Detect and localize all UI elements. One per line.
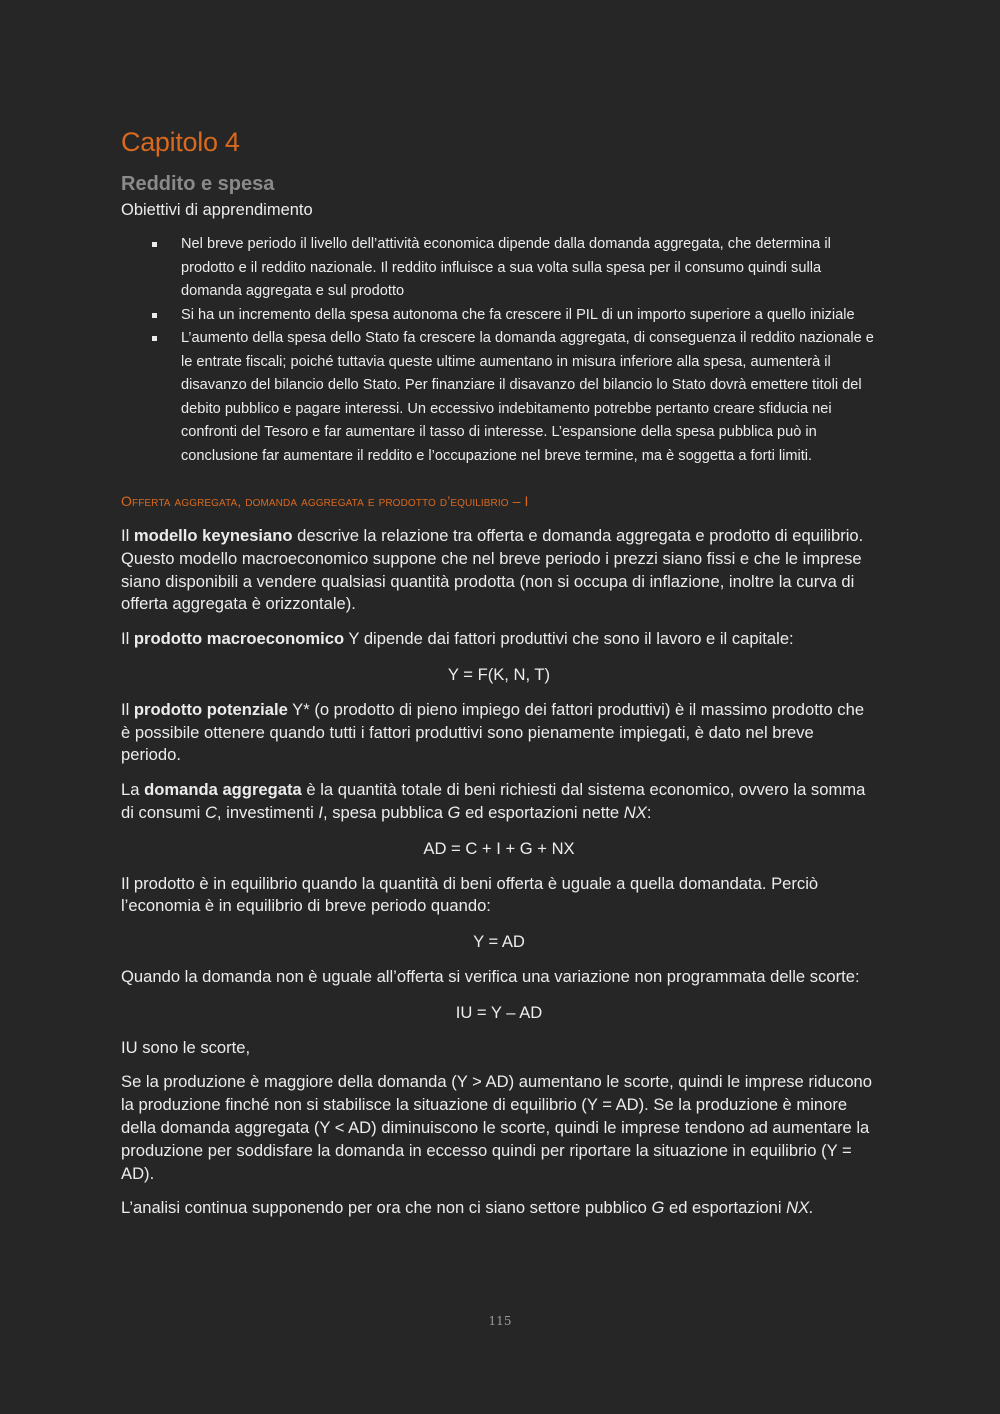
paragraph: Il prodotto è in equilibrio quando la quantità di beni offerta è uguale a quella domandata. Perciò l’economia è in equilibrio di breve periodo quando: xyxy=(121,873,819,916)
objectives-heading: Obiettivi di apprendimento xyxy=(121,201,313,219)
formula: IU = Y – AD xyxy=(455,1002,543,1022)
paragraph xyxy=(121,1197,877,1220)
text-span: Y dipende dai fattori produttivi che sono il lavoro e il capitale: xyxy=(344,629,794,649)
bold-term: prodotto macroeconomico xyxy=(133,629,345,649)
text-span: Il xyxy=(121,526,134,545)
formula: Y = F(K, N, T) xyxy=(447,664,551,684)
formula: Y = AD xyxy=(473,932,525,952)
chapter-title: Capitolo 4 xyxy=(121,127,240,157)
section-heading: Offerta aggregata, domanda aggregata e prodotto d’equilibrio – I xyxy=(121,493,529,509)
page-number: 115 xyxy=(488,1314,512,1328)
italic-term: C xyxy=(204,802,217,822)
formula: AD = C + I + G + NX xyxy=(423,838,575,858)
text-span: , investimenti xyxy=(216,802,319,822)
text-span: è la quantità totale di beni richiesti dal sistema economico, ovvero la somma di consumi xyxy=(121,780,866,822)
objectives-list xyxy=(121,233,877,468)
chapter-subtitle: Reddito e spesa xyxy=(121,173,275,195)
objective-text: Si ha un incremento della spesa autonoma che fa crescere il PIL di un importo superiore a quello iniziale xyxy=(181,306,855,323)
list-item xyxy=(121,304,877,328)
italic-term: NX. xyxy=(786,1198,814,1218)
paragraph xyxy=(121,628,877,651)
square-bullet-icon xyxy=(152,336,157,341)
square-bullet-icon xyxy=(152,242,157,247)
italic-term: NX xyxy=(623,802,647,822)
text-span: Il xyxy=(121,699,134,719)
list-item xyxy=(121,233,877,304)
objective-text: Nel breve periodo il livello dell’attività economica dipende dalla domanda aggregata, che determina il prodotto e il reddito nazionale. Il reddito influisce a sua volta sulla spesa per il consumo quindi sulla domanda aggregata e sul prodotto xyxy=(181,236,831,299)
text-span: Il xyxy=(121,629,134,649)
bold-term: domanda aggregata xyxy=(144,780,302,800)
text-span: ed esportazioni xyxy=(664,1198,787,1218)
italic-term: I xyxy=(318,802,323,822)
bold-term: prodotto potenziale xyxy=(133,699,288,719)
text-span: descrive la relazione tra offerta e domanda aggregata e prodotto di equilibrio. Questo modello macroeconomico suppone che nel breve periodo i prezzi siano fissi e che le imprese siano disponibili a vendere qualsiasi quantità prodotta (non si occupa di inflazione, inoltre la curva di offerta aggregata è orizzontale). xyxy=(121,526,864,614)
square-bullet-icon xyxy=(152,313,157,318)
paragraph: Se la produzione è maggiore della domanda (Y > AD) aumentano le scorte, quindi le imprese riducono la produzione finché non si stabilisce la situazione di equilibrio (Y = AD). Se la produzione è minore della domanda aggregata (Y < AD) diminuiscono le scorte, quindi le imprese tendono ad aumentare la produzione per soddisfare la domanda in eccesso quindi per riportare la situazione in equilibrio (Y = AD). xyxy=(121,1072,873,1183)
text-span: La xyxy=(121,780,145,800)
text-span: , spesa pubblica xyxy=(323,802,448,822)
italic-term: G xyxy=(447,802,461,822)
paragraph: Quando la domanda non è uguale all’offerta si verifica una variazione non programmata delle scorte: xyxy=(121,966,860,986)
paragraph: IU sono le scorte, xyxy=(121,1037,251,1057)
page-content xyxy=(121,124,877,1220)
paragraph xyxy=(121,525,877,616)
paragraph xyxy=(121,779,877,825)
text-span: Y* (o prodotto di pieno impiego dei fattori produttivi) è il massimo prodotto che è possibile ottenere quando tutti i fattori produttivi sono pienamente impiegati, è dato nel breve periodo. xyxy=(121,699,865,765)
italic-term: G xyxy=(651,1198,665,1218)
bold-term: modello keynesiano xyxy=(133,526,293,545)
objective-text: L’aumento della spesa dello Stato fa crescere la domanda aggregata, di conseguenza il reddito nazionale e le entrate fiscali; poiché tuttavia queste ultime aumentano in misura inferiore alla spesa, aumenterà il disavanzo del bilancio dello Stato. Per finanziare il disavanzo del bilancio lo Stato dovrà emettere titoli del debito pubblico e pagare interessi. Un eccessivo indebitamento potrebbe pertanto creare sfiducia nei confronti del Tesoro e far aumentare il tasso di interesse. L’espansione della spesa pubblica può in conclusione far aumentare il reddito e l’occupazione nel breve termine, ma è soggetta a forti limiti. xyxy=(181,330,874,464)
text-span: ed esportazioni nette xyxy=(460,802,624,822)
paragraph xyxy=(121,699,877,767)
text-span: : xyxy=(646,802,652,822)
text-span: L’analisi continua supponendo per ora che non ci siano settore pubblico xyxy=(121,1198,652,1218)
list-item xyxy=(121,327,877,468)
